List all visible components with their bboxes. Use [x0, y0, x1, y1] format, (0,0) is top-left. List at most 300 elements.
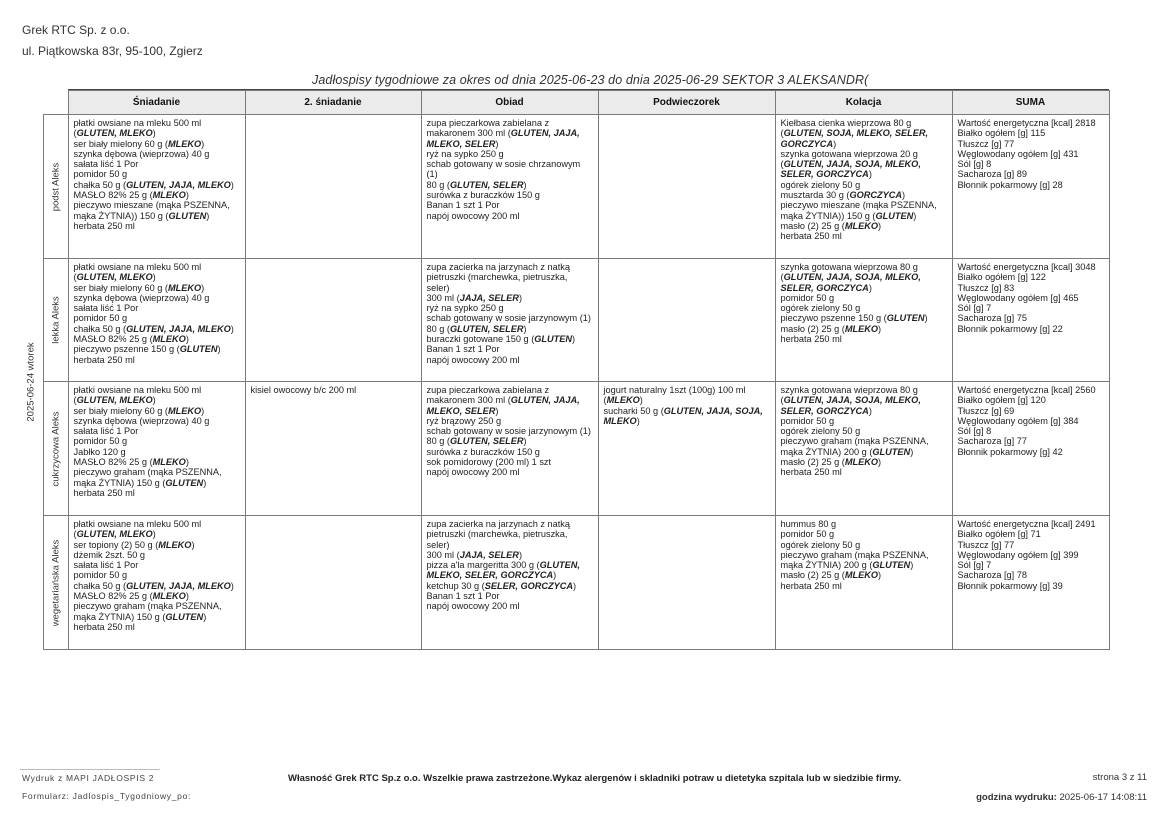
menu-line [427, 581, 593, 591]
allergen-text: MLEKO [152, 334, 186, 345]
allergen-text: MLEKO [158, 539, 192, 550]
menu-line [74, 139, 240, 149]
menu-line [427, 159, 593, 180]
item-text: jogurt naturalny 1szt (100g) 100 ml [603, 385, 746, 395]
menu-line [74, 128, 240, 138]
item-text: herbata 250 ml [780, 580, 842, 591]
item-text: ogórek zielony 50 g [780, 539, 861, 550]
item-text: ) [523, 436, 527, 447]
column-header-kolacja: Kolacja [775, 91, 952, 115]
menu-line [74, 612, 240, 622]
item-text: ryż na sypko 250 g [426, 303, 504, 314]
menu-line [427, 560, 593, 570]
menu-line [781, 231, 947, 241]
nutrition-line [958, 560, 1104, 570]
column-header-podwieczorek: Podwieczorek [598, 91, 775, 115]
menu-line [427, 467, 593, 477]
cell-podwieczorek [598, 259, 775, 382]
menu-line [781, 149, 947, 159]
menu-line [781, 211, 947, 221]
allergen-text: MLEKO [152, 591, 186, 602]
menu-line [74, 190, 240, 200]
menu-line [74, 211, 240, 221]
item-text: Białko ogółem [g] 71 [957, 529, 1041, 540]
item-text: Białko ogółem [g] 122 [957, 272, 1046, 283]
menu-line [781, 457, 947, 467]
menu-line [781, 581, 947, 591]
item-text: ) [878, 570, 882, 581]
item-text: herbata 250 ml [73, 354, 135, 365]
item-text: mąka ŻYTNIA)) 150 g ( [73, 210, 169, 221]
menu-line [74, 303, 240, 313]
menu-line [74, 550, 240, 560]
item-text: ) [191, 539, 195, 550]
menu-line [74, 159, 240, 169]
menu-line [781, 159, 947, 169]
menu-line [604, 416, 770, 426]
page-number: strona 3 z 11 [1092, 772, 1147, 783]
allergen-text: GORCZYCA [780, 138, 834, 149]
menu-line [427, 272, 593, 293]
header-row [19, 91, 1109, 115]
item-text: Tłuszcz [g] 69 [957, 405, 1015, 416]
item-text: ( [780, 159, 784, 170]
meal-row [19, 382, 1109, 516]
item-text: ) [203, 611, 207, 622]
menu-line [74, 262, 240, 272]
menu-line [427, 395, 593, 405]
item-text: ) [518, 549, 522, 560]
item-text: ) [203, 477, 207, 488]
item-text: ( [73, 395, 77, 406]
menu-line [74, 118, 240, 128]
menu-line [604, 406, 770, 416]
allergen-text: MLEKO [167, 282, 202, 293]
date-label: 2025-06-24 wtorek [25, 342, 37, 422]
item-text: pomidor 50 g [780, 529, 835, 540]
menu-line [74, 149, 240, 159]
item-text: zupa zacierka na jarzynach z natką [426, 519, 571, 529]
menu-line [781, 540, 947, 550]
item-text: ) [495, 405, 499, 416]
item-text: mąka ŻYTNIA) 150 g ( [73, 477, 166, 488]
allergen-text: MLEKO [167, 405, 202, 416]
allergen-text: GLUTEN, JAJA, MLEKO [126, 580, 231, 591]
menu-line [427, 529, 593, 550]
item-text: ) [217, 344, 221, 355]
cell-drugie-sniadanie [245, 115, 421, 259]
item-text: makaronem 300 ml ( [426, 395, 511, 406]
item-text: Banan 1 szt 1 Por [426, 344, 500, 355]
column-header-drugie-sniadanie: 2. śniadanie [245, 91, 421, 115]
allergen-text: GLUTEN, MLEKO [76, 395, 153, 406]
item-text: ) [185, 190, 189, 201]
menu-line [427, 447, 593, 457]
menu-line [427, 200, 593, 210]
item-text: Białko ogółem [g] 120 [957, 395, 1046, 406]
item-text: ( [73, 272, 77, 283]
item-text: ) [201, 282, 205, 293]
item-text: ser biały mielony 60 g ( [73, 138, 168, 149]
item-text: Banan 1 szt 1 Por [426, 200, 500, 211]
menu-line [74, 283, 240, 293]
allergen-text: MLEKO, SELER [426, 405, 496, 416]
item-text: Sacharoza [g] 77 [957, 436, 1027, 447]
item-text: pieczywo mieszane (mąka PSZENNA, [780, 200, 937, 211]
allergen-text: GLUTEN, JAJA, MLEKO [126, 323, 231, 334]
nutrition-line [958, 436, 1104, 446]
allergen-text: MLEKO [606, 395, 640, 406]
allergen-text: GLUTEN, JAJA, [510, 395, 580, 406]
diet-cell [43, 516, 68, 650]
cell-obiad [421, 516, 598, 650]
menu-line [781, 406, 947, 416]
allergen-text: MLEKO [603, 415, 637, 426]
allergen-text: GLUTEN, SELER [450, 436, 524, 447]
item-text: pomidor 50 g [780, 415, 835, 426]
menu-line [74, 478, 240, 488]
allergen-text: GLUTEN [875, 210, 914, 221]
item-text: pieczywo pszenne 150 g ( [73, 344, 180, 355]
diet-label: podst Aleks [50, 162, 61, 211]
nutrition-line [958, 447, 1104, 457]
item-text: schab gotowany w sosie jarzynowym (1) [426, 313, 591, 324]
menu-line [427, 570, 593, 580]
item-text: ) [206, 210, 210, 221]
item-text: ser topiony (2) 50 g ( [73, 539, 159, 550]
nutrition-line [958, 128, 1104, 138]
item-text: ) [201, 405, 205, 416]
menu-line [427, 436, 593, 446]
nutrition-line [958, 324, 1104, 334]
item-text: pieczywo graham (mąka PSZENNA, [73, 601, 222, 612]
menu-line [781, 560, 947, 570]
item-text: Jabłko 120 g [73, 446, 126, 457]
item-text: szynka gotowana wieprzowa 80 g [780, 385, 918, 395]
menu-line [74, 488, 240, 498]
menu-line [74, 313, 240, 323]
menu-line [74, 447, 240, 457]
item-text: ) [868, 169, 872, 180]
nutrition-line [958, 159, 1104, 169]
item-text: ( [780, 272, 784, 283]
menu-line [781, 334, 947, 344]
page-title: Jadłospisy tygodniowe za okres od dnia 2025-06-23 do dnia 2025-06-29 SEKTOR 3 ALEKSANDR( [312, 73, 869, 87]
item-text: Wartość energetyczna [kcal] 2491 [957, 519, 1096, 529]
menu-line [781, 303, 947, 313]
print-timestamp [976, 792, 1147, 803]
item-text: ) [152, 529, 156, 540]
item-text: masło (2) 25 g ( [780, 323, 845, 334]
allergen-text: GLUTEN [534, 334, 573, 345]
nutrition-line [958, 540, 1104, 550]
menu-line [781, 447, 947, 457]
nutrition-line [958, 139, 1104, 149]
item-text: ) [201, 138, 205, 149]
menu-line [604, 385, 770, 395]
item-text: pietruszki (marchewka, pietruszka, seler) [426, 272, 568, 293]
diet-cell [43, 382, 68, 516]
item-text: zupa zacierka na jarzynach z natką [426, 262, 571, 272]
allergen-text: SELER, GORCZYCA [484, 580, 574, 591]
item-text: Banan 1 szt 1 Por [426, 591, 500, 602]
menu-line [74, 570, 240, 580]
menu-line [781, 550, 947, 560]
menu-line [427, 149, 593, 159]
item-text: makaronem 300 ml ( [426, 128, 511, 139]
column-header-sniadanie: Śniadanie [68, 91, 245, 115]
item-text: herbata 250 ml [73, 487, 135, 498]
menu-line [781, 467, 947, 477]
item-text: MASŁO 82% 25 g ( [73, 591, 153, 602]
allergen-text: MLEKO [844, 457, 879, 468]
allergen-text: MLEKO [152, 190, 186, 201]
item-text: Sól [g] 8 [957, 426, 992, 437]
menu-line [781, 221, 947, 231]
item-text: hummus 80 g [780, 519, 837, 529]
item-text: płatki owsiane na mleku 500 ml [73, 118, 202, 128]
item-text: Błonnik pokarmowy [g] 39 [957, 580, 1063, 591]
menu-line [781, 570, 947, 580]
menu-line [427, 211, 593, 221]
menu-line [74, 169, 240, 179]
item-text: Sól [g] 8 [957, 159, 992, 170]
header-spacer [43, 91, 68, 115]
item-text: ) [185, 334, 189, 345]
item-text: surówka z buraczków 150 g [426, 446, 540, 457]
allergen-text: JAJA, SELER [459, 292, 519, 303]
menu-line [427, 416, 593, 426]
item-text: ) [573, 580, 577, 591]
nutrition-line [958, 169, 1104, 179]
item-text: zupa pieczarkowa zabielana z [426, 118, 550, 128]
allergen-text: MLEKO, SELER [426, 138, 496, 149]
menu-line [74, 406, 240, 416]
item-text: buraczki gotowane 150 g ( [426, 334, 535, 345]
item-text: Sacharoza [g] 89 [957, 169, 1027, 180]
item-text: ryż na sypko 250 g [426, 148, 504, 159]
allergen-text: SELER, GORCZYCA [780, 405, 869, 416]
item-text: Tłuszcz [g] 77 [957, 539, 1015, 550]
menu-line [604, 395, 770, 405]
item-text: Tłuszcz [g] 77 [957, 138, 1015, 149]
item-text: szynka gotowana wieprzowa 80 g [780, 262, 918, 272]
item-text: ogórek zielony 50 g [780, 426, 861, 437]
allergen-text: MLEKO, SELER, GORCZYCA [426, 570, 554, 581]
nutrition-line [958, 426, 1104, 436]
item-text: ) [495, 138, 499, 149]
menu-line [74, 344, 240, 354]
item-text: ) [639, 395, 643, 406]
menu-line [74, 436, 240, 446]
allergen-text: GLUTEN, SELER [450, 323, 524, 334]
menu-line [74, 467, 240, 477]
nutrition-line [958, 416, 1104, 426]
cell-drugie-sniadanie [245, 516, 421, 650]
cell-sniadanie [68, 115, 245, 259]
allergen-text: GLUTEN, JAJA, SOJA, [663, 405, 763, 416]
cell-obiad [421, 382, 598, 516]
cell-sniadanie [68, 516, 245, 650]
allergen-text: MLEKO [844, 323, 879, 334]
allergen-text: GLUTEN, MLEKO [76, 529, 153, 540]
menu-line [781, 262, 947, 272]
item-text: ) [868, 282, 872, 293]
menu-line [74, 622, 240, 632]
menu-line [781, 283, 947, 293]
allergen-text: GLUTEN [179, 344, 218, 355]
cell-kolacja [775, 115, 952, 259]
allergen-text: JAJA, SELER [459, 549, 519, 560]
diet-label: cukrzycowa Aleks [50, 411, 61, 486]
cell-obiad [421, 259, 598, 382]
menu-line [781, 169, 947, 179]
item-text: pomidor 50 g [73, 169, 128, 180]
item-text: dżemik 2szt. 50 g [73, 549, 145, 560]
item-text: ) [902, 190, 906, 201]
menu-line [781, 190, 947, 200]
allergen-text: GLUTEN, JAJA, SOJA, MLEKO, [783, 272, 921, 283]
nutrition-line [958, 180, 1104, 190]
item-text: ( [780, 128, 784, 139]
item-text: ( [780, 395, 784, 406]
item-text: ) [572, 334, 576, 345]
item-text: zupa pieczarkowa zabielana z [426, 385, 550, 395]
allergen-text: GLUTEN [165, 611, 204, 622]
item-text: ) [185, 591, 189, 602]
allergen-text: SELER, GORCZYCA [780, 169, 869, 180]
item-text: pomidor 50 g [73, 436, 128, 447]
item-text: pieczywo graham (mąka PSZENNA, [73, 467, 222, 478]
allergen-text: GLUTEN, SOJA, MLEKO, SELER, [783, 128, 929, 139]
menu-line [427, 426, 593, 436]
diet-cell [43, 115, 68, 259]
menu-line [251, 385, 416, 395]
item-text: ( [73, 128, 77, 139]
item-text: MASŁO 82% 25 g ( [73, 334, 153, 345]
cell-suma [952, 259, 1109, 382]
column-header-suma: SUMA [952, 91, 1109, 115]
menu-line [427, 355, 593, 365]
item-text: musztarda 30 g ( [780, 190, 850, 201]
item-text: szynka gotowana wieprzowa 20 g [780, 148, 918, 159]
item-text: mąka ŻYTNIA) 200 g ( [780, 446, 873, 457]
cell-sniadanie [68, 259, 245, 382]
item-text: sok pomidorowy (200 ml) 1 szt [426, 457, 552, 468]
allergen-text: GORCZYCA [849, 190, 903, 201]
allergen-text: MLEKO [152, 457, 186, 468]
item-text: ) [518, 292, 522, 303]
item-text: chałka 50 g ( [73, 323, 127, 334]
item-text: mąka ŻYTNIA) 150 g ( [73, 611, 166, 622]
allergen-text: GLUTEN, MLEKO [76, 272, 153, 283]
nutrition-line [958, 118, 1104, 128]
allergen-text: GLUTEN, JAJA, SOJA, MLEKO, [783, 159, 921, 170]
item-text: Białko ogółem [g] 115 [957, 128, 1046, 139]
item-text: ( [73, 529, 77, 540]
item-text: ) [230, 580, 234, 591]
item-text: ) [913, 210, 917, 221]
allergen-text: GLUTEN, JAJA, SOJA, MLEKO, [783, 395, 921, 406]
item-text: szynka dębowa (wieprzowa) 40 g [73, 415, 210, 426]
item-text: schab gotowany w sosie jarzynowym (1) [426, 426, 591, 437]
menu-line [74, 416, 240, 426]
item-text: szynka dębowa (wieprzowa) 40 g [73, 148, 210, 159]
item-text: pieczywo mieszane (mąka PSZENNA, [73, 200, 230, 211]
cell-kolacja [775, 382, 952, 516]
item-text: ) [868, 405, 872, 416]
menu-line [74, 200, 240, 210]
item-text: ) [152, 395, 156, 406]
nutrition-line [958, 581, 1104, 591]
nutrition-line [958, 550, 1104, 560]
menu-line [74, 355, 240, 365]
item-text: Wartość energetyczna [kcal] 3048 [957, 262, 1096, 272]
item-text: 300 ml ( [426, 549, 460, 560]
cell-suma [952, 516, 1109, 650]
item-text: 80 g ( [426, 436, 450, 447]
allergen-text: GLUTEN, [539, 560, 580, 571]
nutrition-line [958, 303, 1104, 313]
item-text: Błonnik pokarmowy [g] 22 [957, 323, 1063, 334]
menu-line [427, 344, 593, 354]
menu-line [74, 457, 240, 467]
item-text: ) [878, 323, 882, 334]
item-text: ketchup 30 g ( [426, 580, 485, 591]
item-text: ) [230, 179, 234, 190]
cell-suma [952, 115, 1109, 259]
item-text: Sacharoza [g] 75 [957, 313, 1027, 324]
menu-line [781, 313, 947, 323]
item-text: 80 g ( [426, 179, 450, 190]
item-text: ) [230, 323, 234, 334]
item-text: ) [878, 457, 882, 468]
nutrition-line [958, 272, 1104, 282]
item-text: Tłuszcz [g] 83 [957, 282, 1015, 293]
menu-line [427, 190, 593, 200]
item-text: ) [185, 457, 189, 468]
allergen-text: GLUTEN [165, 477, 204, 488]
menu-line [74, 540, 240, 550]
cell-drugie-sniadanie [245, 259, 421, 382]
diet-label: wegetariańska Aleks [50, 539, 61, 626]
allergen-text: MLEKO [167, 138, 202, 149]
print-time-label: godzina wydruku: [976, 792, 1057, 803]
item-text: sucharki 50 g ( [603, 405, 664, 416]
item-text: pomidor 50 g [73, 313, 128, 324]
menu-line [427, 118, 593, 128]
cell-sniadanie [68, 382, 245, 516]
allergen-text: GLUTEN [872, 446, 911, 457]
menu-line [427, 601, 593, 611]
nutrition-line [958, 395, 1104, 405]
item-text: szynka dębowa (wieprzowa) 40 g [73, 292, 210, 303]
menu-line [427, 139, 593, 149]
item-text: napój owocowy 200 ml [426, 354, 520, 365]
item-text: ) [152, 272, 156, 283]
footer-rule [20, 769, 160, 770]
allergen-text: SELER, GORCZYCA [780, 282, 869, 293]
item-text: surówka z buraczków 150 g [426, 190, 540, 201]
item-text: napój owocowy 200 ml [426, 601, 520, 612]
diet-cell [43, 259, 68, 382]
item-text: herbata 250 ml [73, 621, 135, 632]
item-text: pomidor 50 g [73, 570, 128, 581]
menu-line [427, 324, 593, 334]
item-text: chałka 50 g ( [73, 580, 127, 591]
menu-line [427, 180, 593, 190]
menu-line [427, 591, 593, 601]
